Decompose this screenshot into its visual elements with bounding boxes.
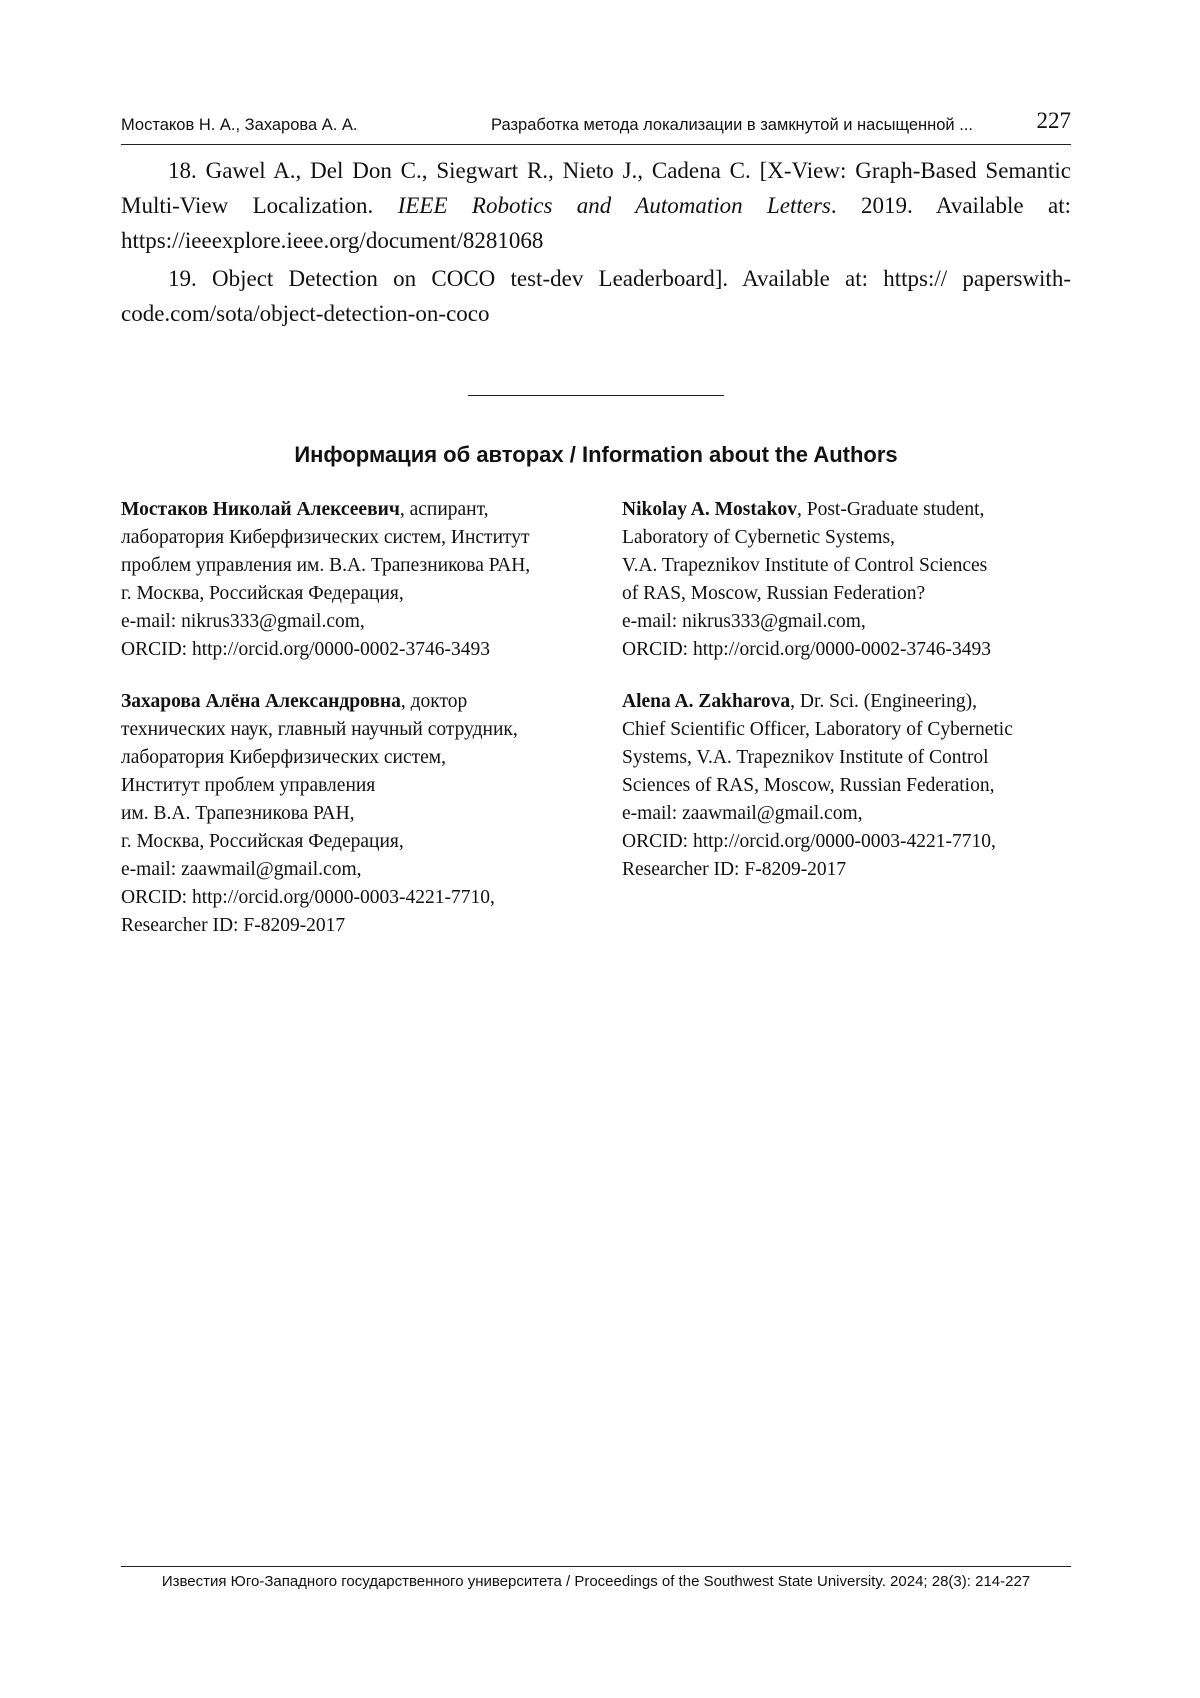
author-position: , аспирант,: [399, 499, 489, 520]
journal-footer: Известия Юго-Западного государственного университета / Proceedings of the Southwest State University. 2024; 28(3): 214-227: [121, 1566, 1071, 1590]
author-info-ru-zakharova: [121, 688, 601, 940]
reference-item: [121, 153, 1071, 258]
author-name: Nikolay A. Mostakov: [622, 499, 797, 520]
reference-text: 19. Object Detection on COCO test-dev Leaderboard]. Available at: https:// paperswithcode.com/sota/object-detection-on-coco: [121, 266, 1071, 326]
running-header: [121, 106, 1071, 145]
author-researcher-id: Researcher ID: F-8209-2017: [121, 915, 346, 936]
author-first-line: [121, 688, 601, 716]
author-name: Alena A. Zakharova: [622, 691, 791, 712]
page-number: 227: [1036, 108, 1071, 133]
reference-journal: IEEE Robotics and Automation Letters: [397, 193, 831, 218]
author-info-en-zakharova: [622, 688, 1092, 884]
author-line: Институт проблем управления: [121, 775, 376, 796]
author-first-line: [121, 496, 601, 524]
author-line: лаборатория Киберфизических систем,: [121, 747, 446, 768]
header-authors: Мостаков Н. А., Захарова А. А.: [121, 116, 358, 134]
author-line: Laboratory of Cybernetic Systems,: [622, 527, 895, 548]
author-line: Sciences of RAS, Moscow, Russian Federation,: [622, 775, 995, 796]
author-position: , Dr. Sci. (Engineering),: [790, 691, 977, 712]
author-first-line: [622, 496, 1092, 524]
author-name: Мостаков Николай Алексеевич: [121, 499, 400, 520]
author-info-ru-mostakov: [121, 496, 601, 664]
author-line: технических наук, главный научный сотрудник,: [121, 719, 518, 740]
author-line: Chief Scientific Officer, Laboratory of Cybernetic: [622, 719, 1013, 740]
author-orcid: ORCID: http://orcid.org/0000-0003-4221-7710,: [121, 887, 495, 908]
author-email: e-mail: nikrus333@gmail.com,: [121, 611, 365, 632]
author-orcid: ORCID: http://orcid.org/0000-0002-3746-3493: [622, 639, 992, 660]
author-orcid: ORCID: http://orcid.org/0000-0002-3746-3493: [121, 639, 491, 660]
reference-list: [121, 153, 1071, 334]
reference-item: [121, 261, 1071, 331]
author-line: г. Москва, Российская Федерация,: [121, 831, 404, 852]
author-researcher-id: Researcher ID: F-8209-2017: [622, 859, 847, 880]
author-line: V.A. Trapeznikov Institute of Control Sciences: [622, 555, 988, 576]
author-line: Systems, V.A. Trapeznikov Institute of Control: [622, 747, 989, 768]
header-article-title: Разработка метода локализации в замкнутой и насыщенной ...: [491, 116, 973, 134]
author-line: им. В.А. Трапезникова РАН,: [121, 803, 355, 824]
author-position: , Post-Graduate student,: [796, 499, 985, 520]
author-position: , доктор: [400, 691, 468, 712]
author-email: e-mail: zaawmail@gmail.com,: [121, 859, 362, 880]
author-line: г. Москва, Российская Федерация,: [121, 583, 404, 604]
author-name: Захарова Алёна Александровна: [121, 691, 401, 712]
author-email: e-mail: nikrus333@gmail.com,: [622, 611, 866, 632]
author-first-line: [622, 688, 1092, 716]
author-info-en-mostakov: [622, 496, 1092, 664]
reference-text: 18. Gawel A., Del Don C., Siegwart R., Nieto J., Cadena C. [X-View: Graph-Based Semantic Multi-View Localization.: [121, 158, 1071, 218]
author-line: лаборатория Киберфизических систем, Институт: [121, 527, 530, 548]
section-separator: [468, 395, 724, 396]
reference-text-end: . 2019. Available at: https://ieeexplore.ieee.org/document/8281068: [121, 193, 1071, 253]
authors-info-heading: Информация об авторах / Information about the Authors: [294, 442, 898, 467]
author-email: e-mail: zaawmail@gmail.com,: [622, 803, 863, 824]
author-line: of RAS, Moscow, Russian Federation?: [622, 583, 926, 604]
author-orcid: ORCID: http://orcid.org/0000-0003-4221-7710,: [622, 831, 996, 852]
author-line: проблем управления им. В.А. Трапезникова РАН,: [121, 555, 531, 576]
